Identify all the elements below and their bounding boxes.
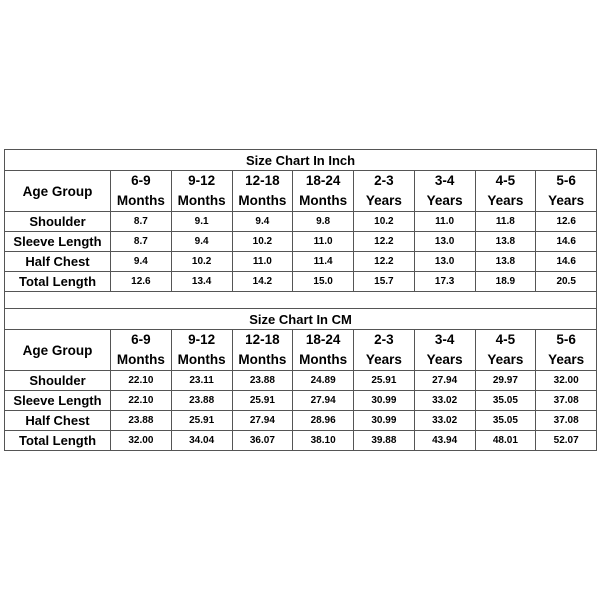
age-range-header: 2-3 — [354, 171, 415, 192]
age-group-header: Age Group — [5, 330, 111, 371]
measurement-value: 37.08 — [536, 411, 597, 431]
measurement-value: 27.94 — [232, 411, 293, 431]
measurement-value: 23.88 — [171, 391, 232, 411]
measurement-value: 32.00 — [536, 371, 597, 391]
age-unit-header: Months — [111, 191, 172, 212]
age-range-header: 18-24 — [293, 330, 354, 351]
measurement-value: 32.00 — [111, 431, 172, 451]
age-range-header: 3-4 — [414, 330, 475, 351]
measurement-value: 13.4 — [171, 272, 232, 292]
age-range-header: 9-12 — [171, 330, 232, 351]
table-row — [5, 391, 597, 411]
measurement-label: Sleeve Length — [5, 232, 111, 252]
age-range-header: 4-5 — [475, 330, 536, 351]
measurement-value: 12.2 — [354, 232, 415, 252]
measurement-value: 25.91 — [171, 411, 232, 431]
measurement-value: 22.10 — [111, 391, 172, 411]
measurement-value: 15.0 — [293, 272, 354, 292]
header-row-top — [5, 330, 597, 351]
inch-table-body — [5, 150, 597, 292]
measurement-value: 13.0 — [414, 232, 475, 252]
measurement-value: 12.2 — [354, 252, 415, 272]
measurement-value: 11.0 — [232, 252, 293, 272]
measurement-value: 14.6 — [536, 232, 597, 252]
measurement-value: 11.0 — [414, 212, 475, 232]
measurement-value: 35.05 — [475, 391, 536, 411]
size-chart-sheet — [4, 149, 596, 451]
table-row — [5, 232, 597, 252]
measurement-value: 36.07 — [232, 431, 293, 451]
age-unit-header: Years — [414, 191, 475, 212]
measurement-value: 17.3 — [414, 272, 475, 292]
table-row — [5, 212, 597, 232]
cm-table-title: Size Chart In CM — [5, 309, 597, 330]
age-range-header: 9-12 — [171, 171, 232, 192]
measurement-value: 39.88 — [354, 431, 415, 451]
measurement-value: 9.1 — [171, 212, 232, 232]
measurement-value: 12.6 — [536, 212, 597, 232]
inch-title-row — [5, 150, 597, 171]
age-range-header: 5-6 — [536, 330, 597, 351]
measurement-label: Sleeve Length — [5, 391, 111, 411]
age-range-header: 5-6 — [536, 171, 597, 192]
age-unit-header: Years — [354, 350, 415, 371]
measurement-value: 9.8 — [293, 212, 354, 232]
age-group-header: Age Group — [5, 171, 111, 212]
measurement-value: 11.8 — [475, 212, 536, 232]
cm-title-row — [5, 309, 597, 330]
measurement-value: 13.8 — [475, 252, 536, 272]
measurement-value: 14.6 — [536, 252, 597, 272]
measurement-value: 9.4 — [232, 212, 293, 232]
age-range-header: 6-9 — [111, 330, 172, 351]
age-range-header: 2-3 — [354, 330, 415, 351]
age-range-header: 3-4 — [414, 171, 475, 192]
header-row-top — [5, 171, 597, 192]
measurement-label: Total Length — [5, 272, 111, 292]
age-unit-header: Months — [293, 350, 354, 371]
table-gap — [5, 292, 597, 309]
age-unit-header: Years — [475, 350, 536, 371]
age-unit-header: Years — [536, 191, 597, 212]
measurement-value: 20.5 — [536, 272, 597, 292]
measurement-value: 9.4 — [111, 252, 172, 272]
measurement-value: 9.4 — [171, 232, 232, 252]
age-range-header: 12-18 — [232, 171, 293, 192]
measurement-value: 43.94 — [414, 431, 475, 451]
measurement-value: 25.91 — [232, 391, 293, 411]
age-unit-header: Years — [536, 350, 597, 371]
measurement-value: 11.4 — [293, 252, 354, 272]
table-row — [5, 252, 597, 272]
measurement-value: 33.02 — [414, 391, 475, 411]
gap-row — [5, 292, 597, 309]
measurement-label: Total Length — [5, 431, 111, 451]
measurement-value: 27.94 — [293, 391, 354, 411]
age-range-header: 6-9 — [111, 171, 172, 192]
measurement-label: Half Chest — [5, 252, 111, 272]
age-unit-header: Months — [111, 350, 172, 371]
measurement-value: 22.10 — [111, 371, 172, 391]
age-unit-header: Months — [171, 350, 232, 371]
age-unit-header: Years — [354, 191, 415, 212]
measurement-value: 28.96 — [293, 411, 354, 431]
age-unit-header: Months — [232, 191, 293, 212]
measurement-value: 11.0 — [293, 232, 354, 252]
measurement-value: 23.88 — [111, 411, 172, 431]
measurement-label: Shoulder — [5, 371, 111, 391]
inch-table-title: Size Chart In Inch — [5, 150, 597, 171]
measurement-value: 35.05 — [475, 411, 536, 431]
age-unit-header: Years — [475, 191, 536, 212]
age-unit-header: Months — [293, 191, 354, 212]
measurement-value: 13.0 — [414, 252, 475, 272]
measurement-value: 52.07 — [536, 431, 597, 451]
size-chart-table — [4, 149, 597, 451]
measurement-value: 10.2 — [232, 232, 293, 252]
measurement-value: 34.04 — [171, 431, 232, 451]
measurement-value: 12.6 — [111, 272, 172, 292]
age-range-header: 4-5 — [475, 171, 536, 192]
age-unit-header: Years — [414, 350, 475, 371]
measurement-value: 29.97 — [475, 371, 536, 391]
table-row — [5, 371, 597, 391]
measurement-value: 33.02 — [414, 411, 475, 431]
measurement-value: 10.2 — [171, 252, 232, 272]
measurement-value: 10.2 — [354, 212, 415, 232]
measurement-value: 37.08 — [536, 391, 597, 411]
measurement-value: 27.94 — [414, 371, 475, 391]
measurement-value: 14.2 — [232, 272, 293, 292]
age-range-header: 18-24 — [293, 171, 354, 192]
age-unit-header: Months — [232, 350, 293, 371]
measurement-label: Half Chest — [5, 411, 111, 431]
table-row — [5, 272, 597, 292]
measurement-value: 24.89 — [293, 371, 354, 391]
measurement-value: 30.99 — [354, 391, 415, 411]
cm-table-body — [5, 309, 597, 451]
measurement-value: 8.7 — [111, 212, 172, 232]
table-row — [5, 411, 597, 431]
measurement-value: 15.7 — [354, 272, 415, 292]
measurement-value: 48.01 — [475, 431, 536, 451]
age-unit-header: Months — [171, 191, 232, 212]
measurement-value: 23.88 — [232, 371, 293, 391]
measurement-value: 23.11 — [171, 371, 232, 391]
measurement-value: 13.8 — [475, 232, 536, 252]
measurement-value: 38.10 — [293, 431, 354, 451]
measurement-value: 18.9 — [475, 272, 536, 292]
table-row — [5, 431, 597, 451]
measurement-value: 25.91 — [354, 371, 415, 391]
age-range-header: 12-18 — [232, 330, 293, 351]
measurement-label: Shoulder — [5, 212, 111, 232]
measurement-value: 8.7 — [111, 232, 172, 252]
measurement-value: 30.99 — [354, 411, 415, 431]
